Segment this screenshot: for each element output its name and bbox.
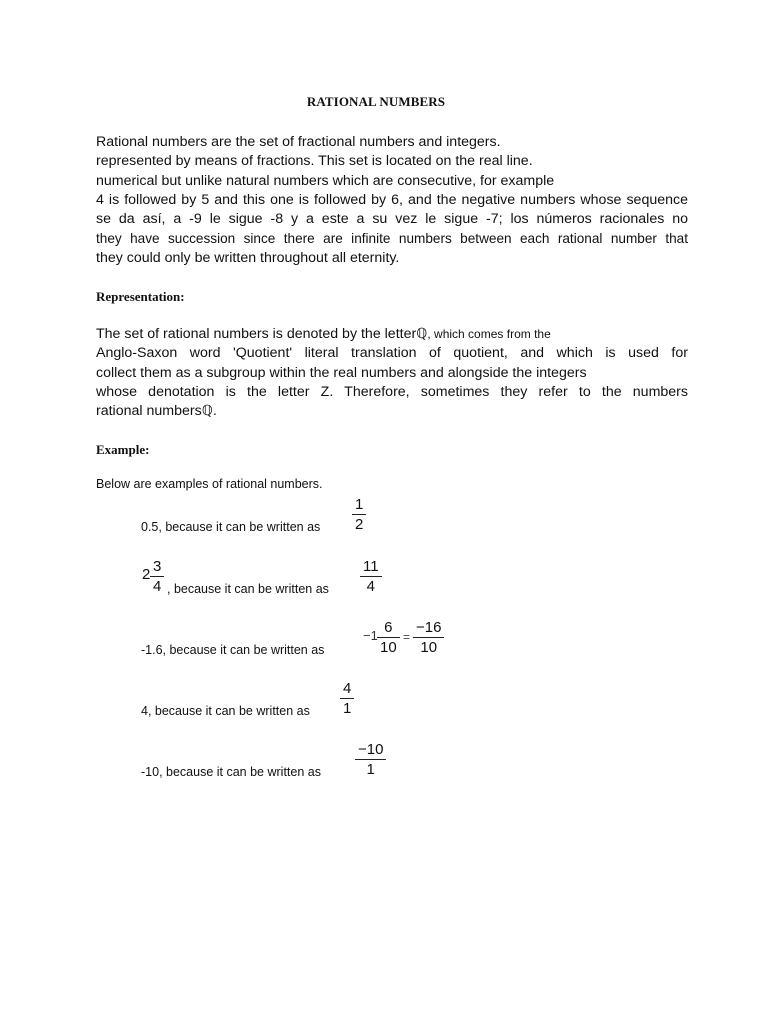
mixed-fraction <box>377 619 400 656</box>
intro-line: se da así, a -9 le sigue -8 y a este a su vez le sigue -7; los números racionales no <box>96 211 688 228</box>
fraction-denominator: 1 <box>366 761 375 778</box>
fraction-denominator: 10 <box>420 639 438 656</box>
example-text: -1.6, because it can be written as <box>141 643 325 657</box>
fraction-bar <box>377 637 400 638</box>
fraction-numerator: 11 <box>363 558 379 575</box>
intro-line: numerical but unlike natural numbers which are consecutive, for example <box>96 172 555 189</box>
representation-heading: Representation: <box>96 289 185 304</box>
fraction <box>413 619 444 656</box>
mixed-whole: −1 <box>363 628 378 643</box>
fraction-denominator: 2 <box>355 516 364 533</box>
representation-text: rational numbers <box>96 403 202 420</box>
representation-line <box>96 402 688 421</box>
intro-paragraph <box>96 133 688 268</box>
intro-line: Rational numbers are the set of fractional numbers and integers. <box>96 134 501 150</box>
fraction-bar <box>355 759 386 760</box>
intro-line: they could only be written throughout all eternity. <box>96 249 400 266</box>
fraction-bar <box>150 576 164 577</box>
fraction-denominator: 10 <box>380 639 397 656</box>
representation-line: collect them as a subgroup within the real numbers and alongside the integers <box>96 364 587 381</box>
fraction <box>352 496 366 533</box>
fraction-denominator: 4 <box>366 578 375 595</box>
fraction <box>355 741 386 778</box>
fraction-numerator: 4 <box>343 680 352 697</box>
example-heading: Example: <box>96 442 150 457</box>
mixed-whole: 2 <box>142 566 151 583</box>
rational-symbol: ℚ <box>201 403 213 420</box>
fraction-denominator: 4 <box>153 578 162 595</box>
fraction-numerator: 1 <box>355 496 364 513</box>
representation-line <box>96 325 688 344</box>
fraction-bar <box>413 637 444 638</box>
fraction-bar <box>360 576 382 577</box>
fraction <box>360 558 382 595</box>
page-title: RATIONAL NUMBERS <box>306 94 446 109</box>
intro-line: represented by means of fractions. This set is located on the real line. <box>96 153 533 170</box>
intro-line: they have succession since there are infinite numbers between each rational number that <box>96 231 688 247</box>
fraction-denominator: 1 <box>343 700 352 717</box>
representation-line: whose denotation is the letter Z. Therefore, sometimes they refer to the numbers <box>96 383 688 400</box>
fraction-bar <box>352 514 366 515</box>
example-intro: Below are examples of rational numbers. <box>96 477 323 491</box>
representation-text: The set of rational numbers is denoted by the letter <box>96 326 417 342</box>
fraction-bar <box>340 698 354 699</box>
fraction-numerator: 6 <box>384 619 393 636</box>
representation-text: , which comes from the <box>427 327 551 341</box>
intro-line: 4 is followed by 5 and this one is followed by 6, and the negative numbers whose sequence <box>96 191 688 208</box>
example-text: 0.5, because it can be written as <box>141 520 321 534</box>
equals-sign: = <box>403 630 411 644</box>
example-text: 4, because it can be written as <box>141 704 310 718</box>
representation-line: Anglo-Saxon word 'Quotient' literal translation of quotient, and which is used for <box>96 345 688 362</box>
rational-symbol: ℚ <box>416 326 428 342</box>
example-text: -10, because it can be written as <box>141 765 321 779</box>
fraction-numerator: 3 <box>153 558 162 575</box>
representation-text: . <box>212 403 217 420</box>
fraction-numerator: −16 <box>416 619 442 636</box>
representation-paragraph <box>96 325 688 421</box>
fraction <box>340 680 354 717</box>
fraction-numerator: −10 <box>358 741 384 758</box>
example-text: , because it can be written as <box>167 582 329 596</box>
mixed-fraction <box>150 558 164 595</box>
